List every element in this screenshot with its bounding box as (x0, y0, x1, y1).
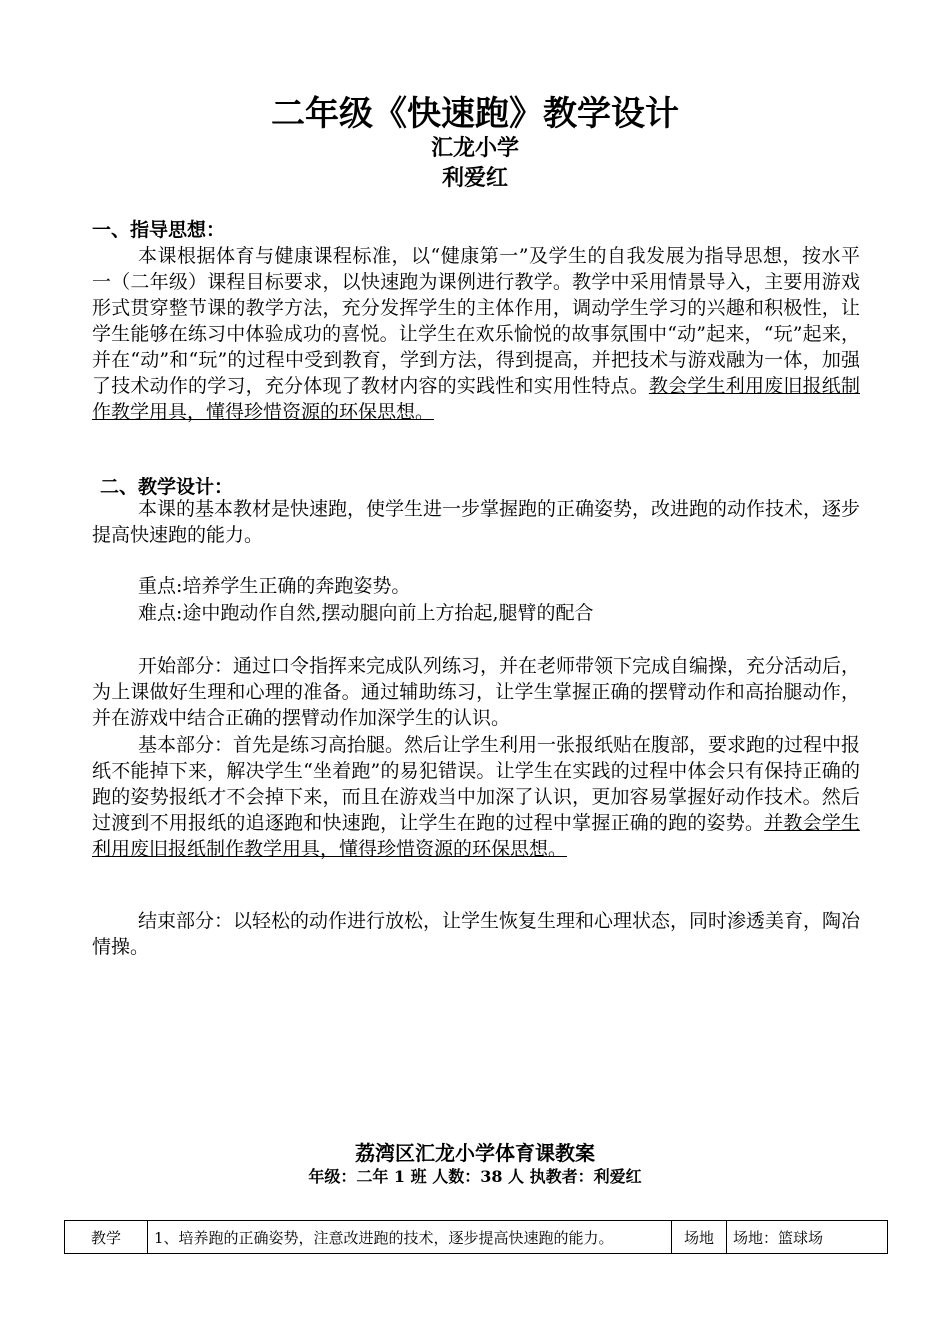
difficulty-point: 难点:途中跑动作自然,摆动腿向前上方抬起,腿臂的配合 (138, 602, 594, 624)
end-part: 结束部分：以轻松的动作进行放松，让学生恢复生理和心理状态，同时渗透美育，陶冶情操。 (92, 910, 861, 958)
section1-paragraph (92, 243, 860, 425)
section1-heading: 一、指导思想： (92, 219, 226, 241)
lesson-plan-table (64, 1220, 888, 1254)
document-title: 二年级《快速跑》教学设计 (271, 94, 679, 134)
section2-intro: 本课的基本教材是快速跑，使学生进一步掌握跑的正确姿势，改进跑的动作技术，逐步提高快速跑的能力。 (92, 498, 861, 546)
table-row (65, 1221, 888, 1254)
basic-part-text: 基本部分：首先是练习高抬腿。然后让学生利用一张报纸贴在腹部，要求跑的过程中报纸不能掉下来，解决学生“坐着跑”的易犯错误。让学生在实践的过程中体会只有保持正确的跑的姿势报纸才不会掉下来，而且在游戏当中加深了认识，更加容易掌握好动作技术。然后过渡到不用报纸的追逐跑和快速跑，让学生在跑的过程中掌握正确的跑的姿势。 (92, 734, 861, 834)
start-part: 开始部分：通过口令指挥来完成队列练习，并在老师带领下完成自编操，充分活动后，为上课做好生理和心理的准备。通过辅助练习，让学生掌握正确的摆臂动作和高抬腿动作，并在游戏中结合正确的摆臂动作加深学生的认识。 (92, 655, 861, 729)
school-name: 汇龙小学 (430, 135, 519, 161)
author-name: 利爱红 (441, 165, 508, 191)
section1-underlined-text: 教会学生利用废旧报纸制作教学用具，懂得珍惜资源的环保思想。 (92, 375, 860, 423)
section1-text: 本课根据体育与健康课程标准，以“健康第一”及学生的自我发展为指导思想，按水平一（二年级）课程目标要求，以快速跑为课例进行教学。教学中采用情景导入，主要用游戏形式贯穿整节课的教学方法，充分发挥学生的主体作用，调动学生学习的兴趣和积极性，让学生能够在练习中体验成功的喜悦。让学生在欢乐愉悦的故事氛围中“动”起来，“玩”起来，并在“动”和“玩”的过程中受到教育，学到方法，得到提高，并把技术与游戏融为一体，加强了技术动作的学习，充分体现了教材内容的实践性和实用性特点。 (92, 245, 860, 397)
lesson-plan-info: 年级：二年 1 班 人数：38 人 执教者：利爱红 (308, 1167, 642, 1186)
section2-heading: 二、教学设计： (100, 476, 234, 498)
teaching-goal-cell: 1、培养跑的正确姿势，注意改进跑的技术，逐步提高快速跑的能力。 (148, 1221, 672, 1254)
basic-part (92, 732, 860, 862)
basic-part-underlined-text: 并教会学生利用废旧报纸制作教学用具，懂得珍惜资源的环保思想。 (92, 812, 860, 860)
lesson-plan-title: 荔湾区汇龙小学体育课教案 (355, 1141, 595, 1165)
venue-label-cell: 场地 (672, 1221, 727, 1254)
teaching-label-cell: 教学 (65, 1221, 148, 1254)
venue-cell: 场地：篮球场 (727, 1221, 888, 1254)
key-point: 重点:培养学生正确的奔跑姿势。 (138, 575, 411, 597)
